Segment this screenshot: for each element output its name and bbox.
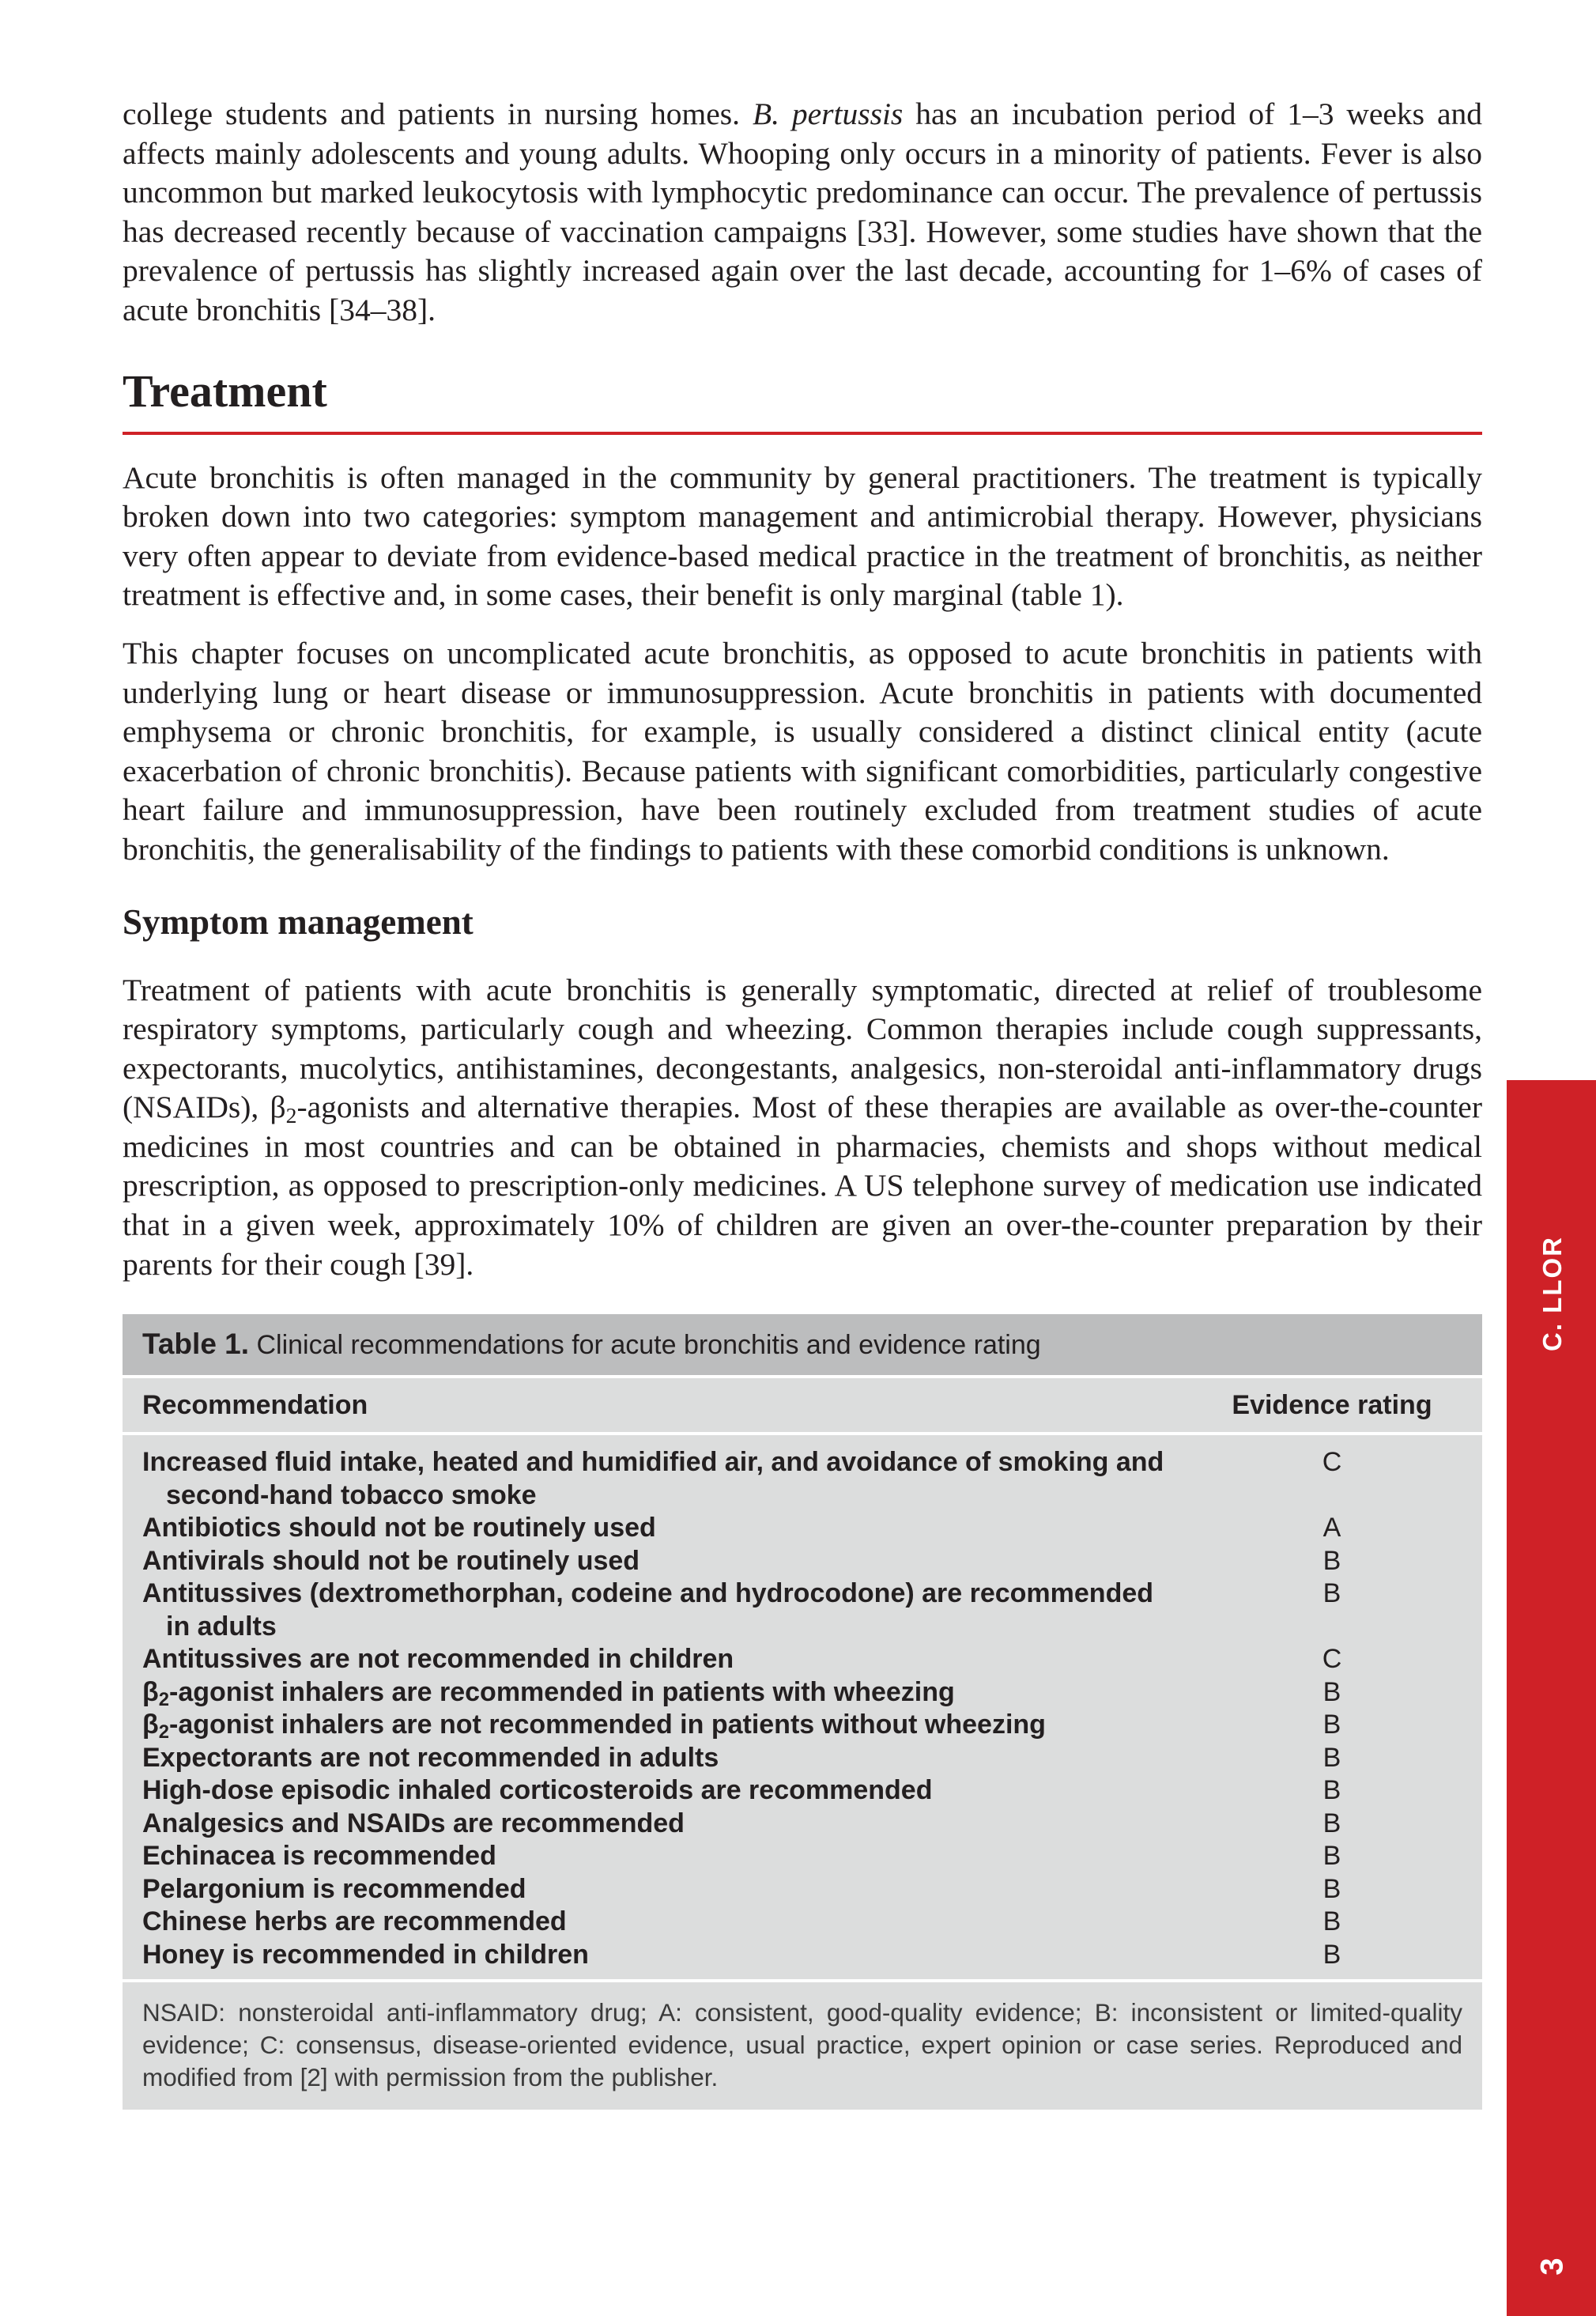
recommendation-cell: $\beta_2$-agonist inhalers are not recommended in patients without wheezing — [142, 1710, 1046, 1744]
recommendation-cell: Analgesics and NSAIDs are recommended — [142, 1808, 685, 1838]
evidence-rating-cell: B — [1322, 1873, 1341, 1904]
table-row — [142, 1742, 1462, 1775]
table-row — [142, 1446, 1462, 1512]
recommendation-cell: Expectorants are not recommended in adults — [142, 1742, 719, 1773]
page-content — [123, 95, 1482, 2110]
recommendation-cell: $\beta_2$-agonist inhalers are recommended in patients with wheezing — [142, 1676, 955, 1710]
table-row — [142, 1545, 1462, 1578]
intro-text-a: college students and patients in nursing homes. — [123, 96, 753, 131]
table-header-row — [123, 1378, 1482, 1435]
page-number: 3 — [1534, 2257, 1570, 2276]
symptom-paragraph — [123, 971, 1482, 1285]
evidence-rating-cell: B — [1322, 1906, 1341, 1937]
table-row — [142, 1774, 1462, 1808]
recommendation-cell: Pelargonium is recommended — [142, 1873, 526, 1904]
recommendation-cell: High-dose episodic inhaled corticosteroids are recommended — [142, 1775, 933, 1806]
table-body — [123, 1435, 1482, 1982]
intro-italic-organism: B. pertussis — [752, 96, 904, 131]
section-heading-treatment: Treatment — [123, 362, 1482, 435]
recommendation-cell: Antibiotics should not be routinely used — [142, 1513, 656, 1543]
intro-text-b: has an incubation period of 1–3 weeks and affects mainly adolescents and young adults. Whooping only occurs in a minority of patients. Fever is also uncommon but marked leukocytosis with lymphocytic predominance can occur. The prevalence of pertussis has decreased recently because of vaccination campaigns [33]. However, some studies have shown that the prevalence of pertussis has slightly increased again over the last decade, accounting for 1–6% of cases of acute bronchitis [34–38]. — [123, 96, 1482, 327]
evidence-rating-cell: C — [1322, 1644, 1342, 1675]
table-row — [142, 1808, 1462, 1841]
evidence-rating-cell: A — [1322, 1513, 1341, 1543]
evidence-rating-cell: B — [1322, 1676, 1341, 1707]
recommendation-cell: Echinacea is recommended — [142, 1841, 496, 1872]
table-row — [142, 1840, 1462, 1873]
evidence-rating-cell: B — [1322, 1841, 1341, 1872]
symptom-text-a: Treatment of patients with acute bronchitis is generally symptomatic, directed at relief of troublesome respiratory symptoms, particularly cough and wheezing. Common therapies include cough suppressants, expectorants, mucolytics, antihistamines, decongestants, analgesics, non-steroidal anti-inflammatory drugs (NSAIDs), β — [123, 972, 1482, 1125]
side-tab-author: C. LLOR — [1538, 1236, 1568, 1351]
recommendation-cell: Increased fluid intake, heated and humidified air, and avoidance of smoking and second-hand tobacco smoke — [142, 1447, 1164, 1510]
table-row — [142, 1577, 1462, 1643]
column-header-evidence-rating: Evidence rating — [1232, 1390, 1432, 1421]
subsection-heading-symptom-management: Symptom management — [123, 901, 474, 942]
table-row — [142, 1676, 1462, 1710]
recommendation-cell: Chinese herbs are recommended — [142, 1906, 567, 1937]
table-row — [142, 1939, 1462, 1972]
evidence-rating-cell: C — [1322, 1447, 1342, 1478]
symptom-subscript: 2 — [285, 1103, 297, 1128]
evidence-rating-cell: B — [1322, 1578, 1341, 1609]
table-caption — [123, 1314, 1482, 1378]
column-header-recommendation: Recommendation — [142, 1390, 368, 1421]
recommendation-cell: Antitussives are not recommended in children — [142, 1644, 734, 1675]
recommendation-cell: Antitussives (dextromethorphan, codeine and hydrocodone) are recommended in adults — [142, 1578, 1154, 1642]
side-tab — [1507, 1080, 1596, 2316]
evidence-rating-cell: B — [1322, 1710, 1341, 1740]
intro-paragraph — [123, 95, 1482, 331]
table-row — [142, 1906, 1462, 1939]
table-label: Table 1. — [142, 1328, 250, 1361]
table-1 — [123, 1314, 1482, 2110]
recommendation-cell: Antivirals should not be routinely used — [142, 1545, 640, 1576]
evidence-rating-cell: B — [1322, 1939, 1341, 1970]
recommendation-cell: Honey is recommended in children — [142, 1939, 589, 1970]
evidence-rating-cell: B — [1322, 1545, 1341, 1576]
treatment-paragraph-1: Acute bronchitis is often managed in the community by general practitioners. The treatment is typically broken down into two categories: symptom management and antimicrobial therapy. However, physicians very often appear to deviate from evidence-based medical practice in the treatment of bronchitis, as neither treatment is effective and, in some cases, their benefit is only marginal (table 1). — [123, 459, 1482, 613]
symptom-text-b: -agonists and alternative therapies. Most of these therapies are available as over-the-counter medicines in most countries and can be obtained in pharmacies, chemists and shops without medical prescription, as opposed to prescription-only medicines. A US telephone survey of medication use indicated that in a given week, approximately 10% of children are given an over-the-counter preparation by their parents for their cough [39]. — [123, 1090, 1482, 1282]
table-footnote: NSAID: nonsteroidal anti-inflammatory drug; A: consistent, good-quality evidence; B: inconsistent or limited-quality evidence; C: consensus, disease-oriented evidence, usual practice, expert opinion or case series. Reproduced and modified from [2] with permission from the publisher. — [142, 1998, 1462, 2092]
treatment-paragraph-2: This chapter focuses on uncomplicated acute bronchitis, as opposed to acute bronchitis in patients with underlying lung or heart disease or immunosuppression. Acute bronchitis in patients with documented emphysema or chronic bronchitis, for example, is usually considered a distinct clinical entity (acute exacerbation of chronic bronchitis). Because patients with significant comorbidities, particularly congestive heart failure and immunosuppression, have been routinely excluded from treatment studies of acute bronchitis, the generalisability of the findings to patients with these comorbid conditions is unknown. — [123, 635, 1482, 867]
evidence-rating-cell: B — [1322, 1808, 1341, 1838]
evidence-rating-cell: B — [1322, 1742, 1341, 1773]
table-row — [142, 1709, 1462, 1742]
table-row — [142, 1643, 1462, 1676]
table-caption-text: Clinical recommendations for acute bronchitis and evidence rating — [256, 1330, 1041, 1361]
evidence-rating-cell: B — [1322, 1775, 1341, 1806]
table-row — [142, 1512, 1462, 1545]
table-row — [142, 1873, 1462, 1906]
